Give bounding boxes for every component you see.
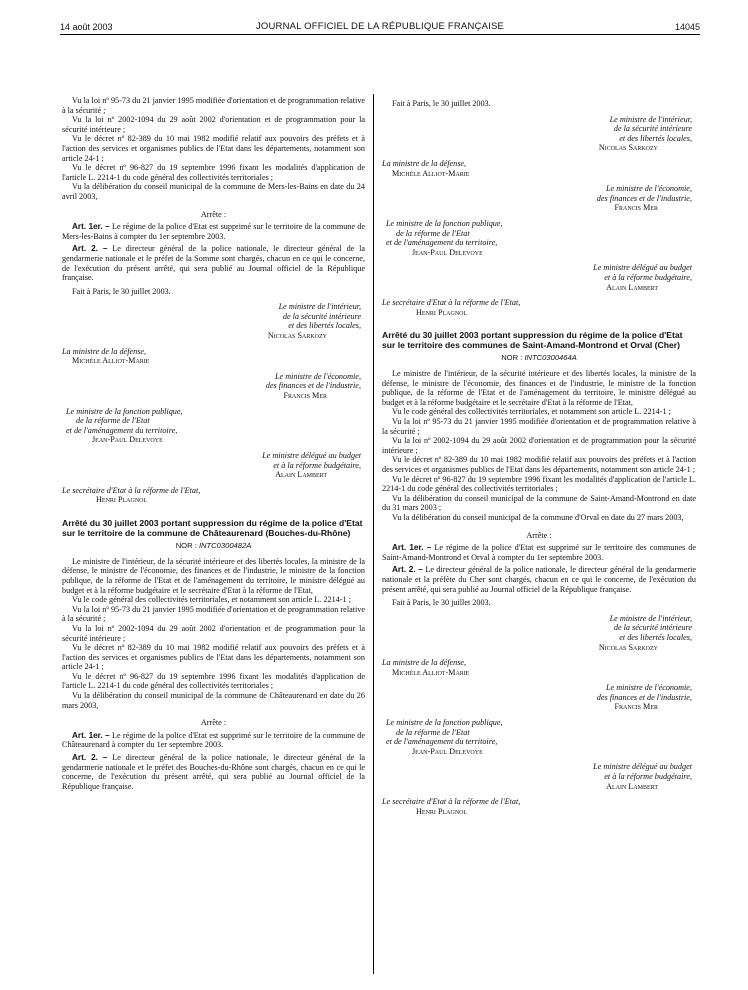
article-2 (62, 753, 365, 791)
page-number: 14045 (674, 22, 700, 32)
visa: Vu le code général des collectivités territoriales, et notamment son article L. 2214-1 ; (72, 595, 351, 605)
article-2 (382, 565, 696, 594)
article-text: Le directeur général de la police nationale, le directeur général de la gendarmerie nationale et le préfet des Bouches-du-Rhône sont chargés, chacun en ce qui le concerne, de l'exécution du présent arrêté, qui sera publié au Journal officiel de la République française. (62, 753, 365, 791)
article-1 (62, 731, 365, 750)
signature-interieur: Le ministre de l'intérieur, de la sécurité intérieure et des libertés locales, Nicolas Sarkozy (598, 114, 692, 153)
article-label: Art. 1er. – (72, 222, 110, 232)
signature-fonction-publique: Le ministre de la fonction publique, de la réforme de l'Etat et de l'aménagement du territoire, Jean-Paul Delevoye (386, 718, 503, 756)
visa: Vu la loi nº 95-73 du 21 janvier 1995 modifiée d'orientation et de programmation relative à la sécurité ; (62, 604, 365, 624)
visa: Vu la loi nº 2002-1094 du 29 août 2002 d'orientation et de programmation pour la sécurité intérieure ; (382, 436, 696, 455)
visa: Vu la loi nº 95-73 du 21 janvier 1995 modifiée d'orientation et de programmation relative à la sécurité ; (382, 417, 696, 436)
article-text: Le régime de la police d'Etat est supprimé sur le territoire de la commune de Mers-les-Bains à compter du 1er septembre 2003. (62, 222, 365, 241)
signature-defense: La ministre de la défense, Michèle Alliot-Marie (62, 346, 150, 366)
visa: Vu la loi nº 2002-1094 du 29 août 2002 d'orientation et de programmation pour la sécurité intérieure ; (62, 623, 365, 643)
decree-title: Arrêté du 30 juillet 2003 portant suppression du régime de la police d'Etat sur le territoire des communes de Saint-Amand-Montrond et Orval (Cher) (382, 330, 683, 350)
fait-a-paris: Fait à Paris, le 30 juillet 2003. (392, 598, 491, 608)
nor-reference: NOR : INTC0300464A (501, 353, 577, 363)
arrete-heading: Arrête : (526, 530, 552, 540)
signature-secretaire: Le secrétaire d'Etat à la réforme de l'Etat, Henri Plagnol (382, 298, 521, 317)
visa: Vu la délibération du conseil municipal de la commune de Châteaurenard en date du 26 mars 2003, (62, 691, 365, 710)
nor-reference: NOR : INTC0300482A (175, 541, 252, 551)
visa: Vu la loi nº 2002-1094 du 29 août 2002 d'orientation et de programmation pour la sécurité intérieure ; (62, 115, 365, 134)
article-label: Art. 2. – (72, 244, 108, 254)
signature-economie: Le ministre de l'économie, des finances et de l'industrie, Francis Mer (265, 371, 361, 401)
decree-title: Arrêté du 30 juillet 2003 portant suppression du régime de la police d'Etat sur le territoire de la commune de Châteaurenard (Bouches-du-Rhône) (62, 517, 363, 538)
article-1 (62, 222, 365, 241)
signature-economie: Le ministre de l'économie, des finances et de l'industrie, Francis Mer (596, 683, 692, 712)
signature-secretaire: Le secrétaire d'Etat à la réforme de l'Etat, Henri Plagnol (62, 485, 201, 505)
arrete-heading: Arrête : (200, 209, 227, 219)
column-divider (373, 94, 374, 974)
visa: Vu le code général des collectivités territoriales, et notamment son article L. 2214-1 ; (392, 407, 671, 417)
signature-defense: La ministre de la défense, Michèle Alliot-Marie (382, 658, 470, 677)
visa: Vu le décret nº 96-827 du 19 septembre 1996 fixant les modalités d'application de l'article L. 2214-1 du code général des collectivités territoriales ; (382, 474, 696, 494)
article-label: Art. 1er. – (72, 730, 110, 740)
article-text: Le directeur général de la police nationale, le directeur général de la gendarmerie nationale et le préfet de la Somme sont chargés, chacun en ce qui le concerne, de l'exécution du présent arrêté, qui sera publié au Journal officiel de la République française. (62, 244, 365, 283)
signature-economie: Le ministre de l'économie, des finances et de l'industrie, Francis Mer (596, 184, 692, 213)
decree-intro: Le ministre de l'intérieur, de la sécurité intérieure et des libertés locales, la ministre de la défense, le ministre de l'économie, des finances et de l'industrie, le ministre de la fonction publique, de la réforme de l'Etat et de l'aménagement du territoire, le ministre délégué au budget et à la réforme budgétaire et le secrétaire d'Etat à la réforme de l'Etat, (62, 556, 365, 595)
signature-budget: Le ministre délégué au budget et à la réforme budgétaire, Alain Lambert (262, 451, 361, 480)
article-text: Le régime de la police d'Etat est supprimé sur le territoire des communes de Saint-Amand-Montrond et Orval à compter du 1er septembre 2003. (382, 543, 697, 562)
page-header (60, 18, 700, 34)
signature-interieur: Le ministre de l'intérieur, de la sécurité intérieure et des libertés locales, Nicolas Sarkozy (598, 613, 692, 652)
visa: Vu le décret nº 96-827 du 19 septembre 1996 fixant les modalités d'application de l'article L. 2214-1 du code général des collectivités territoriales ; (62, 163, 365, 182)
decree-intro: Le ministre de l'intérieur, de la sécurité intérieure et des libertés locales, la ministre de la défense, le ministre de l'économie, des finances et de l'industrie, le ministre de la fonction publique, de la réforme de l'Etat et de l'aménagement du territoire, le ministre délégué au budget et à la réforme budgétaire et le secrétaire d'Etat à la réforme de l'Etat, (382, 369, 696, 407)
visa: Vu la délibération du conseil municipal de la commune d'Orval en date du 27 mars 2003, (392, 512, 684, 522)
visa: Vu le décret nº 82-389 du 10 mai 1982 modifié relatif aux pouvoirs des préfets et à l'action des services et organismes publics de l'Etat dans les départements, notamment son article 24-1 ; (62, 643, 365, 672)
signature-fonction-publique: Le ministre de la fonction publique, de la réforme de l'Etat et de l'aménagement du territoire, Jean-Paul Delevoye (66, 406, 183, 445)
signature-defense: La ministre de la défense, Michèle Alliot-Marie (382, 158, 470, 178)
visa: Vu la loi nº 95-73 du 21 janvier 1995 modifiée d'orientation et de programmation relative à la sécurité ; (62, 96, 365, 115)
header-date: 14 août 2003 (60, 22, 113, 32)
article-text: Le directeur général de la police nationale, le directeur général de la gendarmerie nationale et la préfète du Cher sont chargés, chacun en ce qui le concerne, de l'exécution du présent arrêté, qui sera publié au Journal officiel de la République française. (382, 565, 696, 594)
visa: Vu le décret nº 82-389 du 10 mai 1982 modifié relatif aux pouvoirs des préfets et à l'action des services et organismes publics de l'Etat dans les départements, notamment son article 24-1 ; (62, 134, 365, 163)
fait-a-paris: Fait à Paris, le 30 juillet 2003. (72, 286, 171, 296)
signature-budget: Le ministre délégué au budget et à la réforme budgétaire, Alain Lambert (593, 762, 692, 791)
signature-secretaire: Le secrétaire d'Etat à la réforme de l'Etat, Henri Plagnol (382, 797, 521, 816)
article-1 (382, 543, 696, 562)
right-column (382, 99, 696, 816)
left-column (62, 96, 365, 791)
fait-a-paris: Fait à Paris, le 30 juillet 2003. (392, 99, 491, 108)
article-text: Le régime de la police d'Etat est supprimé sur le territoire de la commune de Châteaurenard à compter du 1er septembre 2003. (62, 730, 365, 750)
signature-interieur: Le ministre de l'intérieur, de la sécurité intérieure et des libertés locales, Nicolas Sarkozy (267, 302, 361, 341)
arrete-heading: Arrête : (200, 718, 227, 728)
visa: Vu la délibération du conseil municipal de la commune de Saint-Amand-Montrond en date du 31 mars 2003 ; (382, 493, 696, 513)
visa: Vu le décret nº 96-827 du 19 septembre 1996 fixant les modalités d'application de l'article L. 2214-1 du code général des collectivités territoriales ; (62, 671, 365, 691)
article-label: Art. 2. – (72, 753, 108, 763)
header-rule (60, 34, 700, 35)
journal-title: JOURNAL OFFICIEL DE LA RÉPUBLIQUE FRANÇAISE (255, 21, 505, 32)
article-label: Art. 1er. – (392, 543, 432, 553)
visa: Vu la délibération du conseil municipal de la commune de Mers-les-Bains en date du 24 avril 2003, (62, 182, 365, 201)
signature-fonction-publique: Le ministre de la fonction publique, de la réforme de l'Etat et de l'aménagement du territoire, Jean-Paul Delevoye (386, 218, 503, 257)
visa: Vu le décret nº 82-389 du 10 mai 1982 modifié relatif aux pouvoirs des préfets et à l'action des services et organismes publics de l'Etat dans les départements, notamment son article 24-1 ; (382, 455, 696, 474)
article-label: Art. 2. – (392, 565, 423, 575)
article-2 (62, 244, 365, 282)
signature-budget: Le ministre délégué au budget et à la réforme budgétaire, Alain Lambert (593, 263, 692, 292)
